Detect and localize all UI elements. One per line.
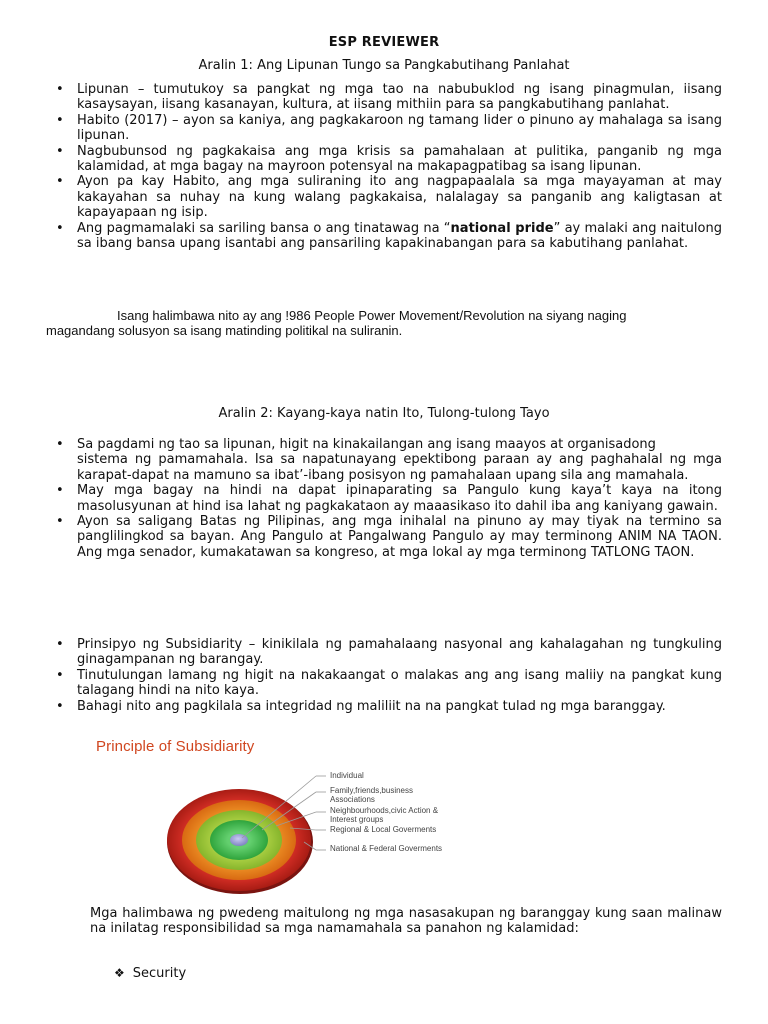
lesson-1-bullet-list xyxy=(56,82,722,251)
ring-individual xyxy=(230,834,248,846)
list-item: • Ayon sa saligang Batas ng Pilipinas, ang mga inihalal na pinuno ay may tiyak na termino sa panglilingkod sa bayan. Ang Pangulo at Pangalwang Pangulo ay may terminong ANIM NA TAON. Ang mga senador, kumakatawan sa kongreso, at mga lokal ay mga terminong TATLONG TAON. xyxy=(56,514,722,560)
national-pride-bold: national pride xyxy=(450,220,554,236)
examples-paragraph: Mga halimbawa ng pwedeng maitulong ng mga nasasakupan ng baranggay kung saan malinaw na inilatag responsibilidad sa mga namamahala sa panahon ng kalamidad: xyxy=(90,906,722,937)
lesson-2-bullet-list-b xyxy=(56,637,722,714)
label-family: Family,friends,business Associations xyxy=(330,786,413,804)
list-item: • Habito (2017) – ayon sa kaniya, ang pagkakaroon ng tamang lider o pinuno ay mahalaga sa isang lipunan. xyxy=(56,113,722,144)
list-item xyxy=(56,221,722,252)
list-item: • Ayon pa kay Habito, ang mga suliraning ito ang nagpapaalala sa mga mayayaman at may kakayahan sa nuhay na kung walang pagkakaisa, nalalagay sa panganib ang kaligtasan at kapayapaan ng isip. xyxy=(56,174,722,220)
label-individual: Individual xyxy=(330,771,364,780)
label-neighbourhoods: Neighbourhoods,civic Action & Interest groups xyxy=(330,806,439,824)
example-line-2: magandang solusyon sa isang matinding politikal na suliranin. xyxy=(46,323,403,338)
figure-title: Principle of Subsidiarity xyxy=(96,738,255,755)
label-regional: Regional & Local Goverments xyxy=(330,825,437,834)
list-item: • May mga bagay na hindi na dapat ipinaparating sa Pangulo kung kaya’t kaya na itong masolusyunan at hind isa lahat ng pagkakataon ay maaasikaso ito dahil iba ang kaniyang gawain. xyxy=(56,483,722,514)
document-title: ESP REVIEWER xyxy=(328,35,440,50)
list-item: • Nagbubunsod ng pagkakaisa ang mga krisis sa pamahalaan at pulitika, panganib ng mga kalamidad, at mga bagay na mayroon potensyal na makapagpatibag sa isang lipunan. xyxy=(56,144,722,175)
lesson-1-heading: Aralin 1: Ang Lipunan Tungo sa Pangkabutihang Panlahat xyxy=(198,58,570,73)
security-item xyxy=(114,966,186,981)
list-item: • Bahagi nito ang pagkilala sa integridad ng maliliit na na pangkat tulad ng mga baranggay. xyxy=(56,699,722,714)
list-item: • Prinsipyo ng Subsidiarity – kinikilala ng pamahalaang nasyonal ang kahalagahan ng tungkuling ginagampanan ng barangay. xyxy=(56,637,722,668)
text-line: sistema ng pamamahala. Isa sa napatunayang epektibong paraan ay ang paghahalal ng mga karapat-dapat na mamuno sa ibat’-ibang posisyon ng pamahalaan upang sila ang mamahala. xyxy=(77,452,722,483)
example-line-1: Isang halimbawa nito ay ang !986 People Power Movement/Revolution na siyang naging xyxy=(117,308,627,323)
subsidiarity-figure xyxy=(90,734,450,896)
diamond-bullet-icon: ❖ xyxy=(114,966,125,980)
list-item: • Lipunan – tumutukoy sa pangkat ng mga tao na nabubuklod ng isang pinagmulan, iisang kasaysayan, iisang kasanayan, kultura, at iisang mithiin para sa pangkabutihang panlahat. xyxy=(56,82,722,113)
text-run: ” ay malaki ang naitulong sa ibang bansa upang isantabi ang pansariling kapakinabangan para sa kabutihang panlahat. xyxy=(77,220,722,252)
label-national: National & Federal Goverments xyxy=(330,844,443,853)
security-label: Security xyxy=(132,966,187,981)
lesson-2-heading: Aralin 2: Kayang-kaya natin Ito, Tulong-tulong Tayo xyxy=(218,406,550,421)
list-item: • Tinutulungan lamang ng higit na nakakaangat o malakas ang ang isang maliiy na pangkat kung talagang hindi na nito kaya. xyxy=(56,668,722,699)
list-item xyxy=(56,437,722,483)
text-line: • Sa pagdami ng tao sa lipunan, higit na kinakailangan ang isang maayos at organisadong xyxy=(77,437,656,452)
lesson-2-bullet-list-a xyxy=(56,437,722,560)
text-run: Ang pagmamalaki sa sariling bansa o ang tinatawag na “ xyxy=(77,220,451,236)
